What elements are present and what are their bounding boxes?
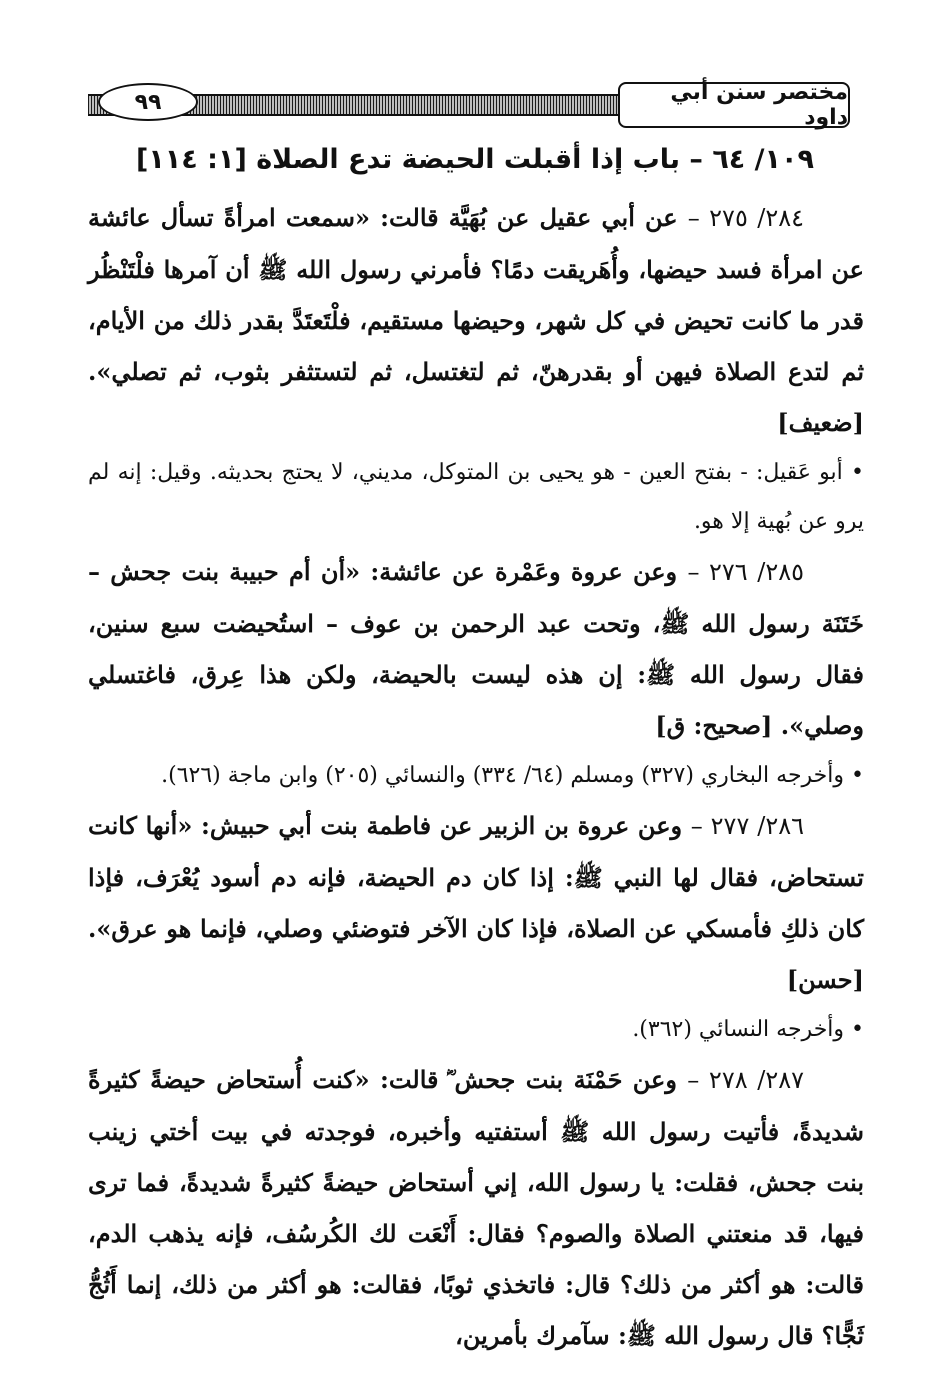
hadith-number: ٢٨٥/ ٢٧٦ – (687, 558, 805, 586)
hadith-paragraph (88, 800, 864, 1005)
hadith-paragraph (88, 1054, 864, 1361)
hadith-paragraph (88, 546, 864, 751)
hadith-text: وعن حَمْنَة بنت جحش ؓ قالت: «كنت أُستحاض حيضةً كثيرةً شديدةً، فأتيت رسول الله ﷺ أستفتيه وأخبره، فوجدته في بيت أختي زينب بنت جحش، فقلت: يا رسول الله، إني أستحاض حيضةً كثيرةً شديدةً، فما ترى فيها، قد منعتني الصلاة والصوم؟ فقال: أَنْعَت لك الكُرسُف، فإنه يذهب الدم، قالت: هو أكثر من ذلك؟ قال: فاتخذي ثوبًا، فقالت: هو أكثر من ذلك، إنما أَثُجُّ ثَجًّا؟ قال رسول الله ﷺ: سآمرك بأمرين، (88, 1065, 864, 1350)
commentary-note: • وأخرجه النسائي (٣٦٢). (632, 1017, 864, 1042)
hadith-text: وعن عروة بن الزبير عن فاطمة بنت أبي حبيش: «أنها كانت تستحاض، فقال لها النبي ﷺ: إذا كان دم الحيضة، فإنه دم أسود يُعْرَف، فإذا كان ذلكِ فأمسكي عن الصلاة، فإذا كان الآخر فتوضئي وصلي، فإنما هو عرق». [حسن] (88, 811, 864, 994)
page-body (88, 192, 864, 1361)
hadith-number: ٢٨٧/ ٢٧٨ – (687, 1066, 804, 1094)
running-header (88, 82, 850, 132)
commentary-note: • أبو عَقيل: - بفتح العين - هو يحيى بن المتوكل، مديني، لا يحتج بحديثه. وقيل: إنه لم يرو عن بُهية إلا هو. (88, 460, 864, 534)
hadith-number: ٢٨٦/ ٢٧٧ – (690, 812, 804, 840)
hadith-text: عن أبي عقيل عن بُهَيَّة قالت: «سمعت امرأةً تسأل عائشة عن امرأة فسد حيضها، وأُهَريقت دمًا؟ فأمرني رسول الله ﷺ أن آمرها فلْتَنْظُر قدر ما كانت تحيض في كل شهر، وحيضها مستقيم، فلْتَعتَدَّ بقدر ذلك من الأيام، ثم لتدع الصلاة فيهن أو بقدرهنّ، ثم لتغتسل، ثم لتستثفر بثوب، ثم تصلي». [ضعيف] (88, 203, 864, 437)
page-number: ٩٩ (98, 83, 198, 121)
chapter-title: ١٠٩/ ٦٤ – باب إذا أقبلت الحيضة تدع الصلاة [١: ١١٤] (135, 144, 814, 175)
hadith-paragraph (88, 192, 864, 448)
hadith-number: ٢٨٤/ ٢٧٥ – (687, 204, 804, 232)
commentary-note: • وأخرجه البخاري (٣٢٧) ومسلم (٦٤/ ٣٣٤) والنسائي (٢٠٥) وابن ماجة (٦٢٦). (161, 763, 864, 788)
hadith-text: وعن عروة وعَمْرة عن عائشة: «أن أم حبيبة بنت جحش – خَتَنَة رسول الله ﷺ، وتحت عبد الرحمن بن عوف – استُحيضت سبع سنين، فقال رسول الله ﷺ: إن هذه ليست بالحيضة، ولكن هذا عِرق، فاغتسلي وصلي». [صحيح: ق] (88, 557, 864, 740)
book-title: مختصر سنن أبي داود (618, 82, 850, 128)
